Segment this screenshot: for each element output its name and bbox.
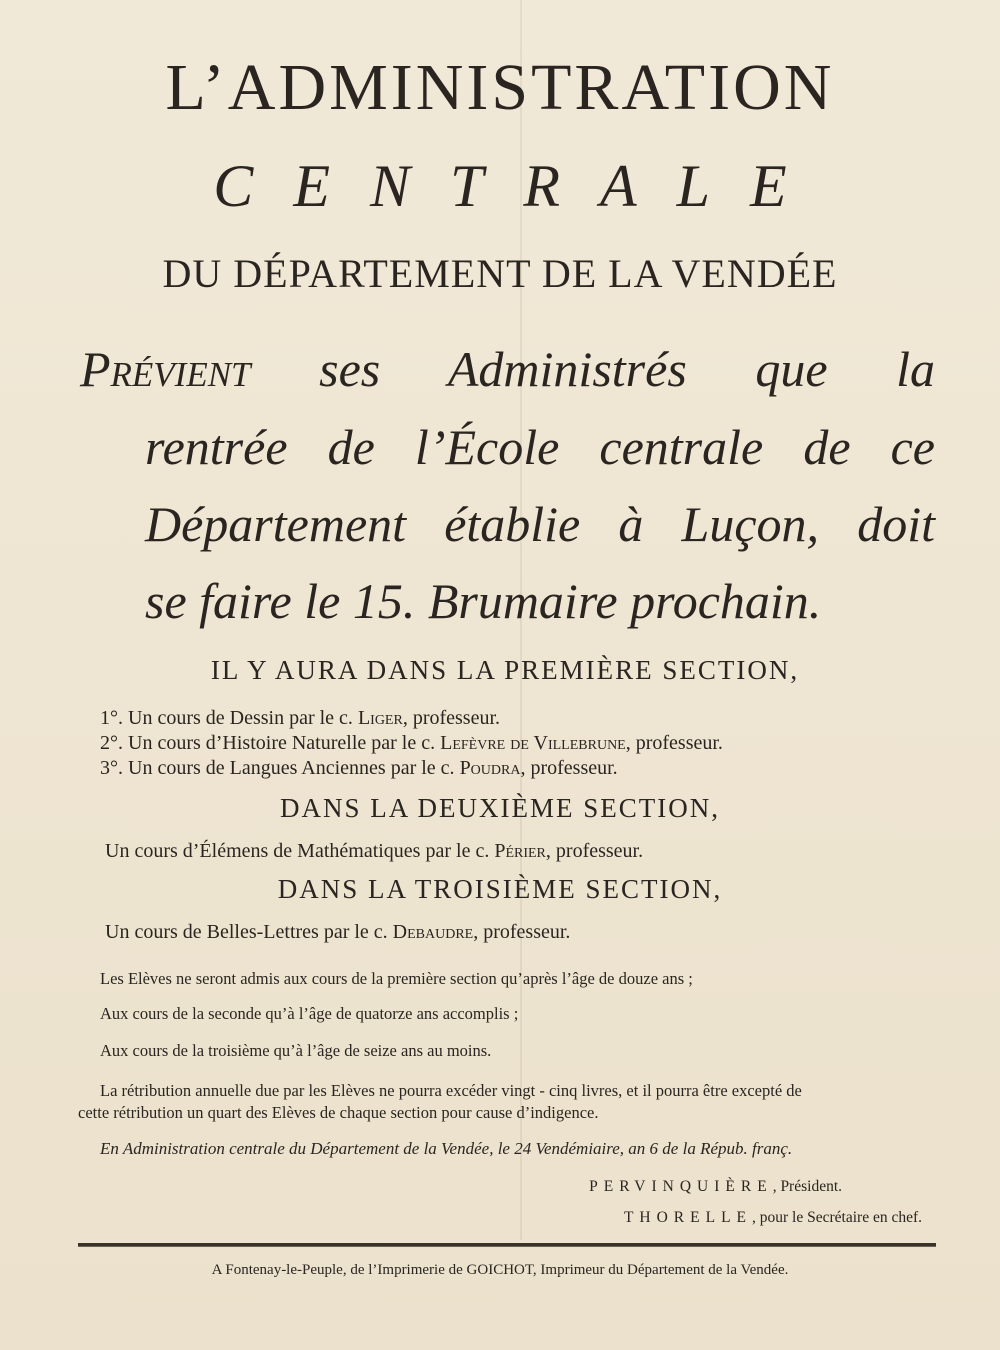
fee-line-1: La rétribution annuelle due par les Elèves ne pourra excéder vingt - cinq livres, et il pourra être excepté de (100, 1081, 802, 1100)
item-text: Un cours d’Histoire Naturelle par le c. (128, 732, 436, 754)
title-line-3: DU DÉPARTEMENT DE LA VENDÉE (162, 251, 838, 296)
professor-name: Poudra (459, 757, 521, 779)
professor-name: Debaudre (392, 921, 474, 943)
item-number: 1°. (100, 707, 123, 729)
admission-rule: Aux cours de la troisième qu’à l’âge de seize ans au moins. (100, 1041, 492, 1060)
course-item (100, 732, 723, 755)
section-2-course (105, 840, 643, 863)
admission-rule: Les Elèves ne seront admis aux cours de la première section qu’après l’âge de douze ans ; (100, 969, 693, 988)
course-item (100, 757, 618, 780)
item-suffix: , professeur. (625, 732, 723, 754)
item-suffix: , professeur. (402, 707, 501, 729)
intro-line-4: se faire le 15. Brumaire prochain. (145, 573, 822, 629)
item-number: 2°. (100, 732, 123, 754)
president-role: , Président. (772, 1178, 842, 1195)
president-signature (589, 1178, 842, 1196)
item-suffix: , professeur. (520, 757, 618, 779)
intro-line-1 (80, 340, 935, 398)
item-text: Un cours de Belles-Lettres par le c. (105, 921, 388, 943)
fee-paragraph (78, 1080, 938, 1124)
item-text: Un cours de Dessin par le c. (128, 707, 353, 729)
title-line-2: CENTRALE (213, 153, 827, 219)
fee-line-2: cette rétribution un quart des Elèves de chaque section pour cause d’indigence. (78, 1103, 599, 1122)
item-text: Un cours d’Élémens de Mathématiques par le c. (105, 840, 490, 862)
intro-line-2: rentrée de l’École centrale de ce (145, 419, 935, 475)
secretary-name: THORELLE (623, 1209, 753, 1226)
section-3-heading: DANS LA TROISIÈME SECTION, (277, 874, 723, 904)
secretary-role: , pour le Secrétaire en chef. (752, 1209, 922, 1226)
section-2-heading: DANS LA DEUXIÈME SECTION, (280, 793, 720, 823)
dateline: En Administration centrale du Département de la Vendée, le 24 Vendémiaire, an 6 de la Répub. franç. (100, 1139, 793, 1158)
president-name: PERVINQUIÈRE (589, 1178, 773, 1195)
item-number: 3°. (100, 757, 123, 779)
divider-rule (78, 1243, 936, 1247)
secretary-signature (624, 1209, 922, 1227)
professor-name: Lefèvre de Villebrune (440, 732, 626, 754)
professor-name: Périer (494, 840, 546, 862)
intro-line-1-rest: ses Administrés que la (319, 341, 936, 397)
intro-first-word: Prévient (80, 341, 251, 397)
item-suffix: , professeur. (473, 921, 571, 943)
item-suffix: , professeur. (545, 840, 644, 862)
admission-rule: Aux cours de la seconde qu’à l’âge de quatorze ans accomplis ; (100, 1004, 519, 1023)
course-item (100, 707, 500, 730)
professor-name: Liger (357, 707, 403, 729)
printer-imprint: A Fontenay-le-Peuple, de l’Imprimerie de GOICHOT, Imprimeur du Département de la Vendée. (211, 1262, 789, 1278)
section-1-heading: IL Y AURA DANS LA PREMIÈRE SECTION, (210, 655, 800, 685)
section-3-course (105, 921, 570, 944)
item-text: Un cours de Langues Anciennes par le c. (128, 757, 455, 779)
title-line-1: L’ADMINISTRATION (165, 51, 835, 124)
intro-line-3: Département établie à Luçon, doit (145, 496, 935, 552)
